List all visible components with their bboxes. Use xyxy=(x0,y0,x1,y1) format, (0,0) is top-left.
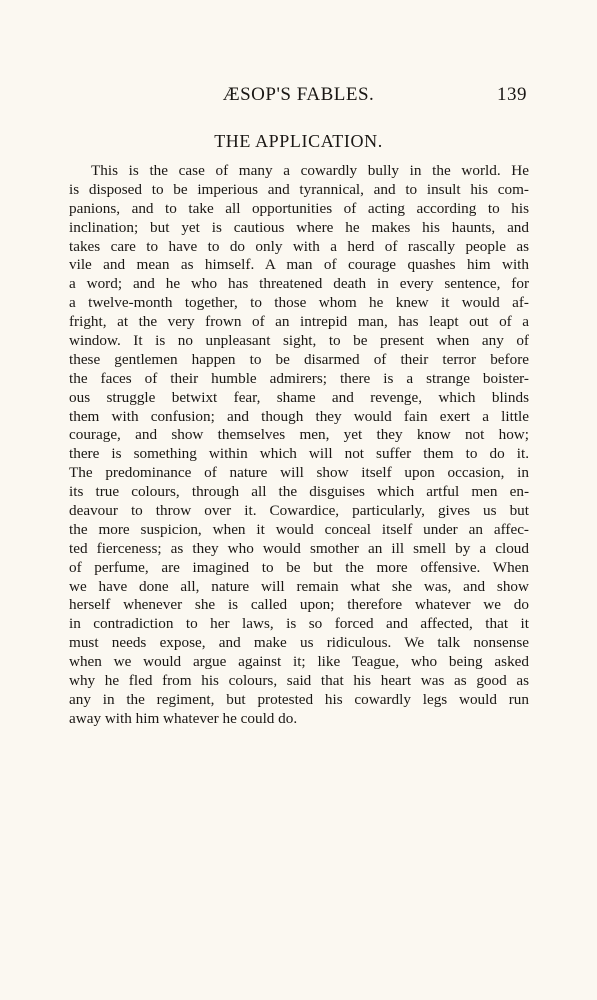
text-line: must needs expose, and make us ridiculous. We talk nonsense xyxy=(69,634,529,652)
text-line: This is the case of many a cowardly bully in the world. He xyxy=(91,162,529,179)
text-line: any in the regiment, but protested his cowardly legs would run xyxy=(69,690,529,708)
text-line: deavour to throw over it. Cowardice, particularly, gives us but xyxy=(69,502,529,520)
text-line: these gentlemen happen to be disarmed of their terror before xyxy=(69,350,529,368)
text-line: ted fierceness; as they who would smother an ill smell by a cloud xyxy=(69,539,529,557)
text-line: courage, and show themselves men, yet they know not how; xyxy=(69,426,529,444)
text-line: window. It is no unpleasant sight, to be present when any of xyxy=(69,332,529,350)
text-line: its true colours, through all the disguises which artful men en- xyxy=(69,483,529,501)
text-line: we have done all, nature will remain what she was, and show xyxy=(69,577,529,595)
running-head xyxy=(70,84,527,108)
text-line: when we would argue against it; like Teague, who being asked xyxy=(69,653,529,671)
text-line: fright, at the very frown of an intrepid man, has leapt out of a xyxy=(69,313,529,331)
text-line: vile and mean as himself. A man of courage quashes him with xyxy=(69,256,529,274)
running-title: ÆSOP'S FABLES. xyxy=(222,84,375,105)
text-line: The predominance of nature will show itself upon occasion, in xyxy=(69,464,529,482)
text-line: the more suspicion, when it would conceal itself under an affec- xyxy=(69,520,529,538)
text-line: in contradiction to her laws, is so forced and affected, that it xyxy=(69,615,529,633)
body-paragraph xyxy=(69,162,529,729)
text-line: a word; and he who has threatened death in every sentence, for xyxy=(69,275,529,293)
text-line: there is something within which will not suffer them to do it. xyxy=(69,445,529,463)
page-number: 139 xyxy=(497,84,527,105)
section-title: THE APPLICATION. xyxy=(214,131,383,151)
text-line: them with confusion; and though they would fain exert a little xyxy=(69,407,529,425)
text-line: a twelve-month together, to those whom he knew it would af- xyxy=(69,294,529,312)
text-line: takes care to have to do only with a herd of rascally people as xyxy=(69,237,529,255)
text-line: herself whenever she is called upon; therefore whatever we do xyxy=(69,596,529,614)
text-line: away with him whatever he could do. xyxy=(69,709,298,727)
text-line: of perfume, are imagined to be but the more offensive. When xyxy=(69,558,529,576)
text-line: inclination; but yet is cautious where he makes his haunts, and xyxy=(69,218,529,236)
text-line: why he fled from his colours, said that his heart was as good as xyxy=(69,672,529,690)
text-line: ous struggle betwixt fear, shame and revenge, which blinds xyxy=(69,388,529,406)
text-line: panions, and to take all opportunities of acting according to his xyxy=(69,199,529,217)
text-line: the faces of their humble admirers; there is a strange boister- xyxy=(69,369,529,387)
text-line: is disposed to be imperious and tyrannical, and to insult his com- xyxy=(69,180,529,198)
